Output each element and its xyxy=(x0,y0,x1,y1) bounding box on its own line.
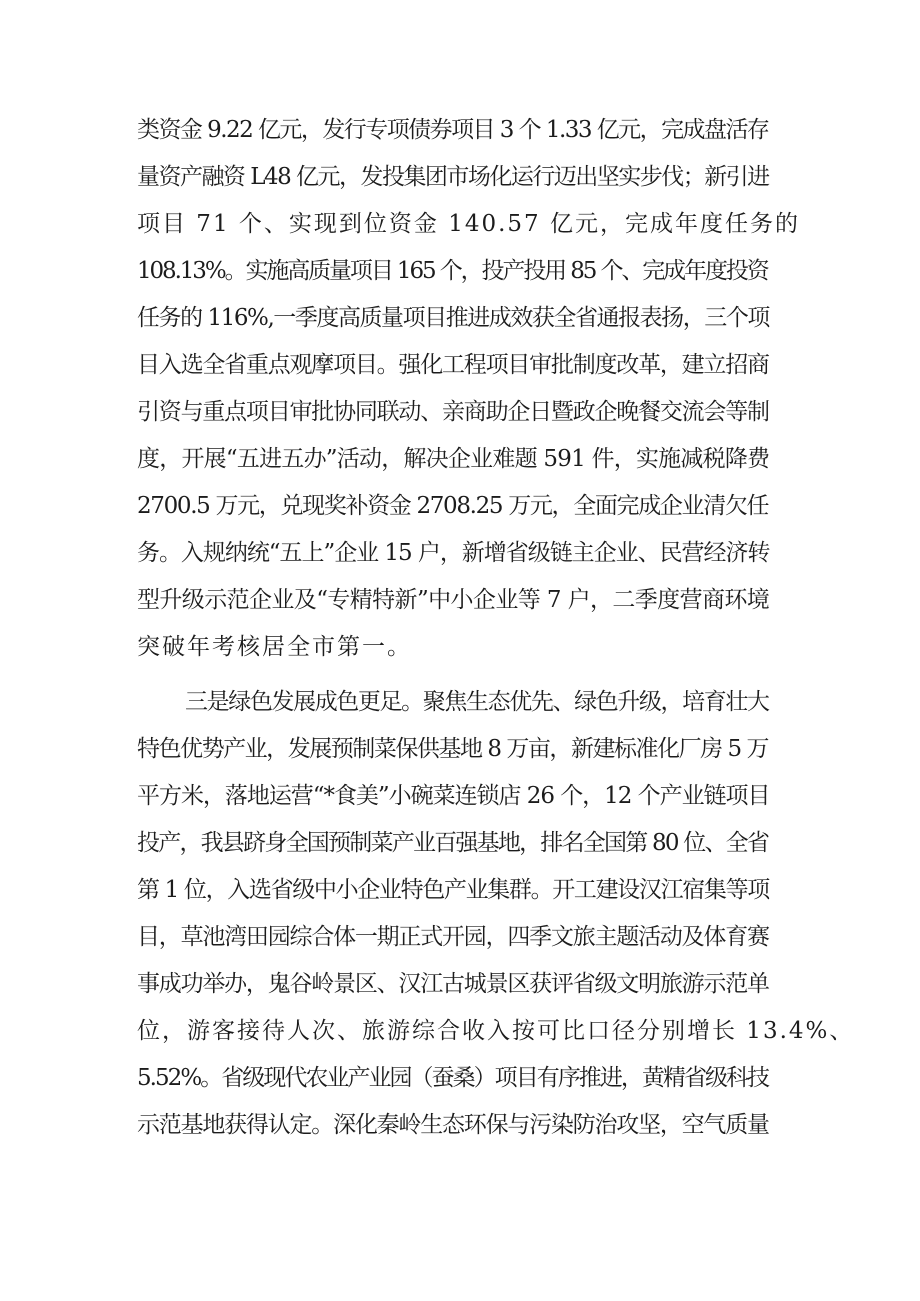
text-line: 平方米，落地运营“*食美”小碗菜连锁店 26 个，12 个产业链项目 xyxy=(137,783,770,809)
text-line: 2700.5 万元，兑现奖补资金 2708.25 万元，全面完成企业清欠任 xyxy=(137,493,769,519)
text-line: 位，游客接待人次、旅游综合收入按可比口径分别增长 13.4%、 xyxy=(137,1018,855,1044)
text-line: 类资金 9.22 亿元，发行专项债券项目 3 个 1.33 亿元，完成盘活存 xyxy=(137,117,769,143)
text-line: 务。入规纳统“五上”企业 15 户，新增省级链主企业、民营经济转 xyxy=(137,540,770,566)
text-line: 示范基地获得认定。深化秦岭生态环保与污染防治攻坚，空气质量 xyxy=(137,1112,769,1138)
text-line: 量资产融资 L48 亿元，发投集团市场化运行迈出坚实步伐；新引进 xyxy=(137,164,769,190)
paragraph-start-line: 三是绿色发展成色更足。聚焦生态优先、绿色升级，培育壮大 xyxy=(185,689,769,715)
text-line: 投产，我县跻身全国预制菜产业百强基地，排名全国第 80 位、全省 xyxy=(137,830,769,856)
text-line: 事成功举办，鬼谷岭景区、汉江古城景区获评省级文明旅游示范单 xyxy=(137,971,769,997)
text-line: 度，开展“五进五办”活动，解决企业难题 591 件，实施减税降费 xyxy=(137,446,770,472)
text-line: 任务的 116%,一季度高质量项目推进成效获全省通报表扬，三个项 xyxy=(137,305,769,331)
text-line: 项目 71 个、实现到位资金 140.57 亿元，完成年度任务的 xyxy=(137,211,800,237)
text-line: 引资与重点项目审批协同联动、亲商助企日暨政企晚餐交流会等制 xyxy=(137,399,769,425)
text-line: 5.52%。省级现代农业产业园（蚕桑）项目有序推进，黄精省级科技 xyxy=(137,1065,769,1091)
text-line: 突破年考核居全市第一。 xyxy=(137,634,412,660)
text-line: 目，草池湾田园综合体一期正式开园，四季文旅主题活动及体育赛 xyxy=(137,924,769,950)
text-line: 108.13%。实施高质量项目 165 个，投产投用 85 个、完成年度投资 xyxy=(137,258,768,284)
text-line: 特色优势产业，发展预制菜保供基地 8 万亩，新建标准化厂房 5 万 xyxy=(137,736,769,762)
text-line: 第 1 位，入选省级中小企业特色产业集群。开工建设汉江宿集等项 xyxy=(137,877,769,903)
text-line: 型升级示范企业及“专精特新”中小企业等 7 户，二季度营商环境 xyxy=(137,587,770,613)
text-line: 目入选全省重点观摩项目。强化工程项目审批制度改革，建立招商 xyxy=(137,352,769,378)
